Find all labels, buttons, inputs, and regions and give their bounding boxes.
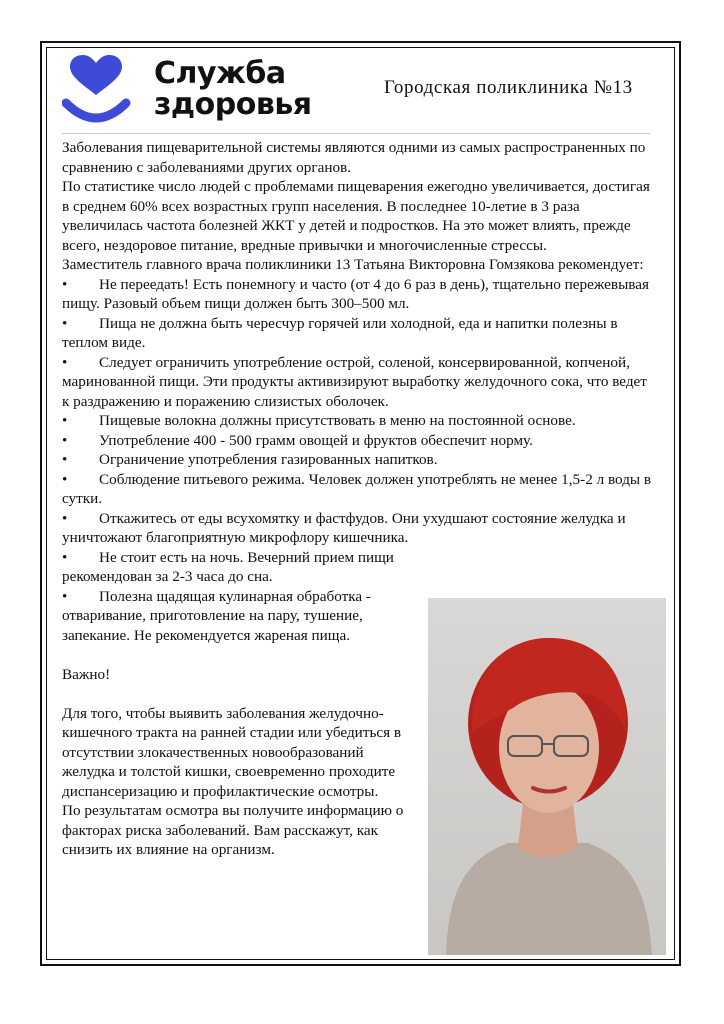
bullet-dot: • <box>62 548 68 566</box>
bullet-text: Пищевые волокна должны присутствовать в меню на постоянной основе. <box>99 412 576 429</box>
bullet-text: Ограничение употребления газированных напитков. <box>99 451 438 468</box>
bullet-dot: • <box>62 587 68 605</box>
bullet-dot: • <box>62 353 68 371</box>
bullet-item <box>62 548 412 587</box>
intro-paragraph-2: По статистике число людей с проблемами пищеварения ежегодно увеличивается, достигая в среднем 60% всех возрастных групп населения. В последнее 10-летие в 3 раза увеличилась частота болезней ЖКТ у детей и подростков. На это может влиять, прежде всего, нездоровое питание, вредные привычки и многочисленные стрессы. <box>62 178 650 254</box>
bullet-item <box>62 411 657 431</box>
bullet-item <box>62 587 412 646</box>
bullet-dot: • <box>62 314 68 332</box>
bullet-dot: • <box>62 509 68 527</box>
bullet-dot: • <box>62 451 68 468</box>
brand-line-1: Служба <box>154 56 286 91</box>
doctor-portrait-photo <box>428 598 666 955</box>
bullet-text: Пища не должна быть чересчур горячей или холодной, еда и напитки полезны в теплом виде. <box>62 314 618 351</box>
bullet-text: Следует ограничить употребление острой, соленой, консервированной, копченой, маринованной пищи. Эти продукты активизируют выработку желудочного сока, что ведет к раздражению и поражению слизистых оболочек. <box>62 353 647 410</box>
photo-side-column <box>62 548 412 860</box>
brand-name <box>154 58 312 120</box>
brand-line-2: здоровья <box>154 87 312 122</box>
important-heading: Важно! <box>62 665 111 683</box>
bullet-item <box>62 353 657 412</box>
bullet-dot: • <box>62 431 68 449</box>
bullet-dot: • <box>62 470 68 488</box>
bullet-item <box>62 431 657 451</box>
bullet-text: Полезна щадящая кулинарная обработка - отваривание, приготовление на пару, тушение, запекание. Не рекомендуется жареная пища. <box>62 587 371 644</box>
bullet-text: Соблюдение питьевого режима. Человек должен употреблять не менее 1,5-2 л воды в сутки. <box>62 470 652 507</box>
bullet-item <box>62 450 657 470</box>
bullet-item <box>62 470 657 509</box>
clinic-name: Городская поликлиника №13 <box>384 77 633 98</box>
outro-paragraph-2: По результатам осмотра вы получите информацию о факторах риска заболеваний. Вам расскажут, как снизить их влияние на организм. <box>62 802 404 858</box>
bullet-dot: • <box>62 412 68 429</box>
intro-paragraph-3: Заместитель главного врача поликлиники 13 Татьяна Викторовна Гомзякова рекомендует: <box>62 256 644 273</box>
outro-paragraph-1: Для того, чтобы выявить заболевания желудочно-кишечного тракта на ранней стадии или убедиться в отсутствии злокачественных новообразований желудка и толстой кишки, своевременно проходите диспансеризацию и профилактические осмотры. <box>62 704 402 800</box>
bullet-item <box>62 509 657 548</box>
bullet-text: Не переедать! Есть понемногу и часто (от 4 до 6 раз в день), тщательно пережевывая пищу. Разовый объем пищи должен быть 300–500 мл. <box>62 275 649 312</box>
bullet-item <box>62 314 657 353</box>
bullet-text: Не стоит есть на ночь. Вечерний прием пищи рекомендован за 2-3 часа до сна. <box>62 548 394 585</box>
header-divider <box>62 133 650 134</box>
bullet-text: Употребление 400 - 500 грамм овощей и фруктов обеспечит норму. <box>99 431 533 449</box>
bullet-item <box>62 275 657 314</box>
bullet-text: Откажитесь от еды всухомятку и фастфудов. Они ухудшают состояние желудка и уничтожают благоприятную микрофлору кишечника. <box>62 509 626 546</box>
intro-paragraph-1: Заболевания пищеварительной системы являются одними из самых распространенных по сравнению с заболеваниями других органов. <box>62 139 646 176</box>
bullet-dot: • <box>62 275 68 293</box>
